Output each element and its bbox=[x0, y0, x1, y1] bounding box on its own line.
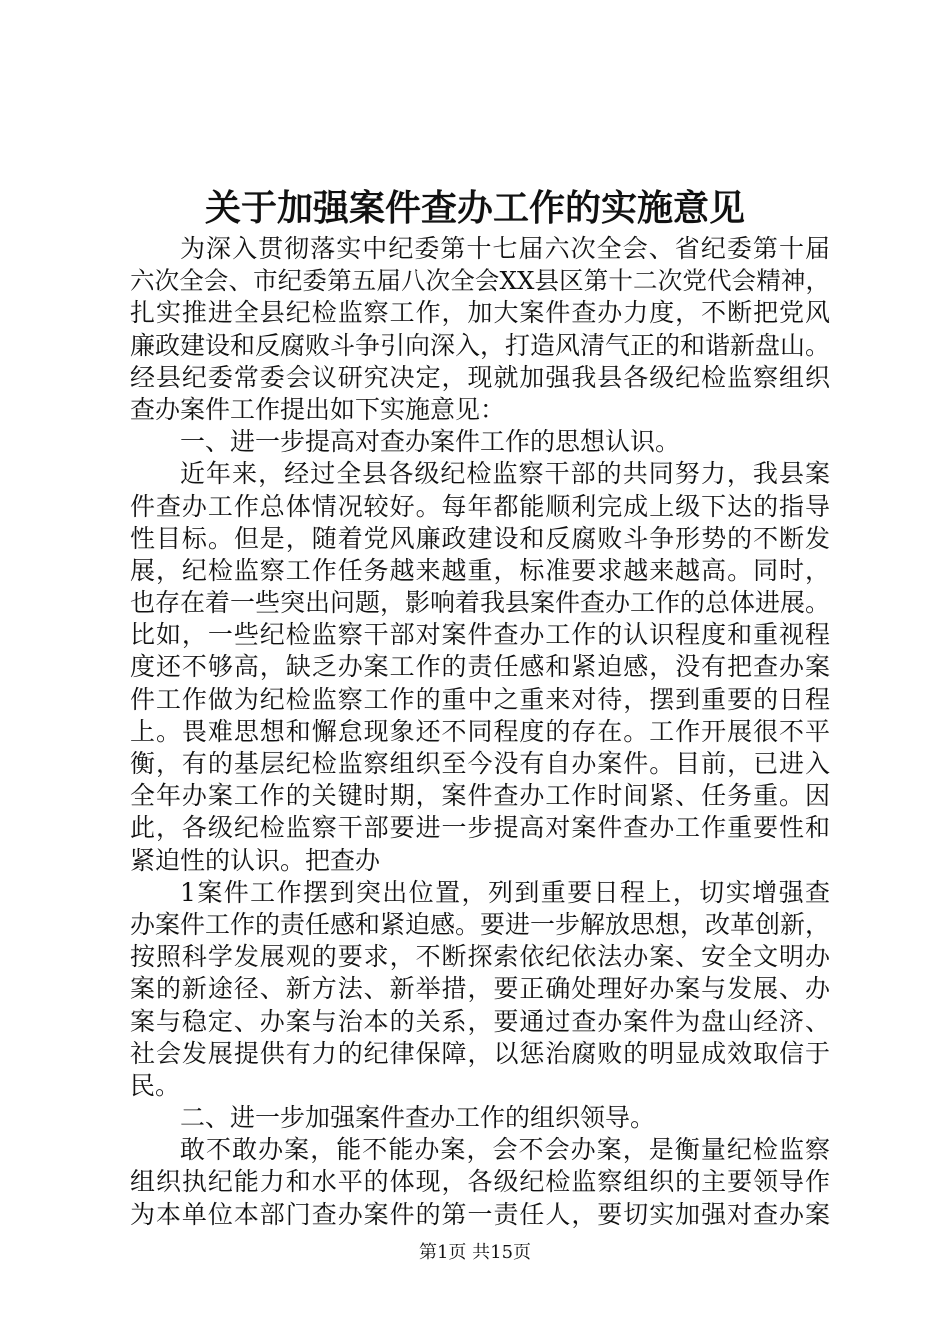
body-text-line: 案的新途径、新方法、新举措，要正确处理好办案与发展、办 bbox=[130, 974, 830, 1004]
body-text-line: 组织执纪能力和水平的体现，各级纪检监察组织的主要领导作 bbox=[130, 1167, 830, 1197]
body-text-line: 也存在着一些突出问题，影响着我县案件查办工作的总体进展。 bbox=[130, 588, 831, 618]
body-text-line: 紧迫性的认识。把查办 bbox=[130, 845, 381, 875]
body-text-line: 为深入贯彻落实中纪委第十七届六次全会、省纪委第十届 bbox=[180, 234, 830, 263]
body-text-line: 敢不敢办案，能不能办案，会不会办案，是衡量纪检监察 bbox=[180, 1135, 830, 1165]
body-text-line: 此，各级纪检监察干部要进一步提高对案件查办工作重要性和 bbox=[130, 813, 830, 843]
body-text-line: 1案件工作摆到突出位置，列到重要日程上，切实增强查 bbox=[180, 877, 830, 907]
document-body bbox=[130, 233, 830, 1231]
body-text-line: 全年办案工作的关键时期，案件查办工作时间紧、任务重。因 bbox=[130, 781, 830, 811]
body-text-line: 上。畏难思想和懈怠现象还不同程度的存在。工作开展很不平 bbox=[130, 716, 830, 746]
body-text-line: 一、进一步提高对查办案件工作的思想认识。 bbox=[180, 427, 681, 457]
body-text-line: 性目标。但是，随着党风廉政建设和反腐败斗争形势的不断发 bbox=[130, 523, 830, 553]
page-footer: 第1页 共15页 bbox=[418, 1242, 532, 1263]
body-text-line: 按照科学发展观的要求，不断探索依纪依法办案、安全文明办 bbox=[130, 942, 830, 972]
body-text-line: 六次全会、市纪委第五届八次全会XX县区第十二次党代会精神， bbox=[130, 266, 830, 296]
body-text-line: 件工作做为纪检监察工作的重中之重来对待，摆到重要的日程 bbox=[130, 684, 830, 714]
body-text-line: 为本单位本部门查办案件的第一责任人，要切实加强对查办案 bbox=[130, 1199, 830, 1229]
body-text-line: 办案件工作的责任感和紧迫感。要进一步解放思想，改革创新， bbox=[130, 909, 831, 939]
body-text-line: 比如，一些纪检监察干部对案件查办工作的认识程度和重视程 bbox=[130, 620, 830, 650]
body-text-line: 民。 bbox=[130, 1070, 181, 1100]
body-text-line: 件查办工作总体情况较好。每年都能顺利完成上级下达的指导 bbox=[130, 491, 830, 521]
body-text-line: 经县纪委常委会议研究决定，现就加强我县各级纪检监察组织 bbox=[130, 362, 830, 392]
body-text-line: 二、进一步加强案件查办工作的组织领导。 bbox=[180, 1103, 656, 1133]
body-text-line: 度还不够高，缺乏办案工作的责任感和紧迫感，没有把查办案 bbox=[130, 652, 830, 682]
body-text-line: 廉政建设和反腐败斗争引向深入，打造风清气正的和谐新盘山。 bbox=[130, 330, 831, 360]
document-title: 关于加强案件查办工作的实施意见 bbox=[204, 187, 745, 229]
body-text-line: 衡，有的基层纪检监察组织至今没有自办案件。目前，已进入 bbox=[130, 749, 830, 778]
body-text-line: 查办案件工作提出如下实施意见： bbox=[130, 394, 506, 424]
body-text-line: 展，纪检监察工作任务越来越重，标准要求越来越高。同时， bbox=[130, 555, 830, 585]
body-text-line: 案与稳定、办案与治本的关系，要通过查办案件为盘山经济、 bbox=[130, 1006, 830, 1036]
body-text-line: 近年来，经过全县各级纪检监察干部的共同努力，我县案 bbox=[180, 459, 830, 489]
body-text-line: 社会发展提供有力的纪律保障，以惩治腐败的明显成效取信于 bbox=[130, 1038, 830, 1068]
body-text-line: 扎实推进全县纪检监察工作，加大案件查办力度，不断把党风 bbox=[130, 298, 830, 328]
